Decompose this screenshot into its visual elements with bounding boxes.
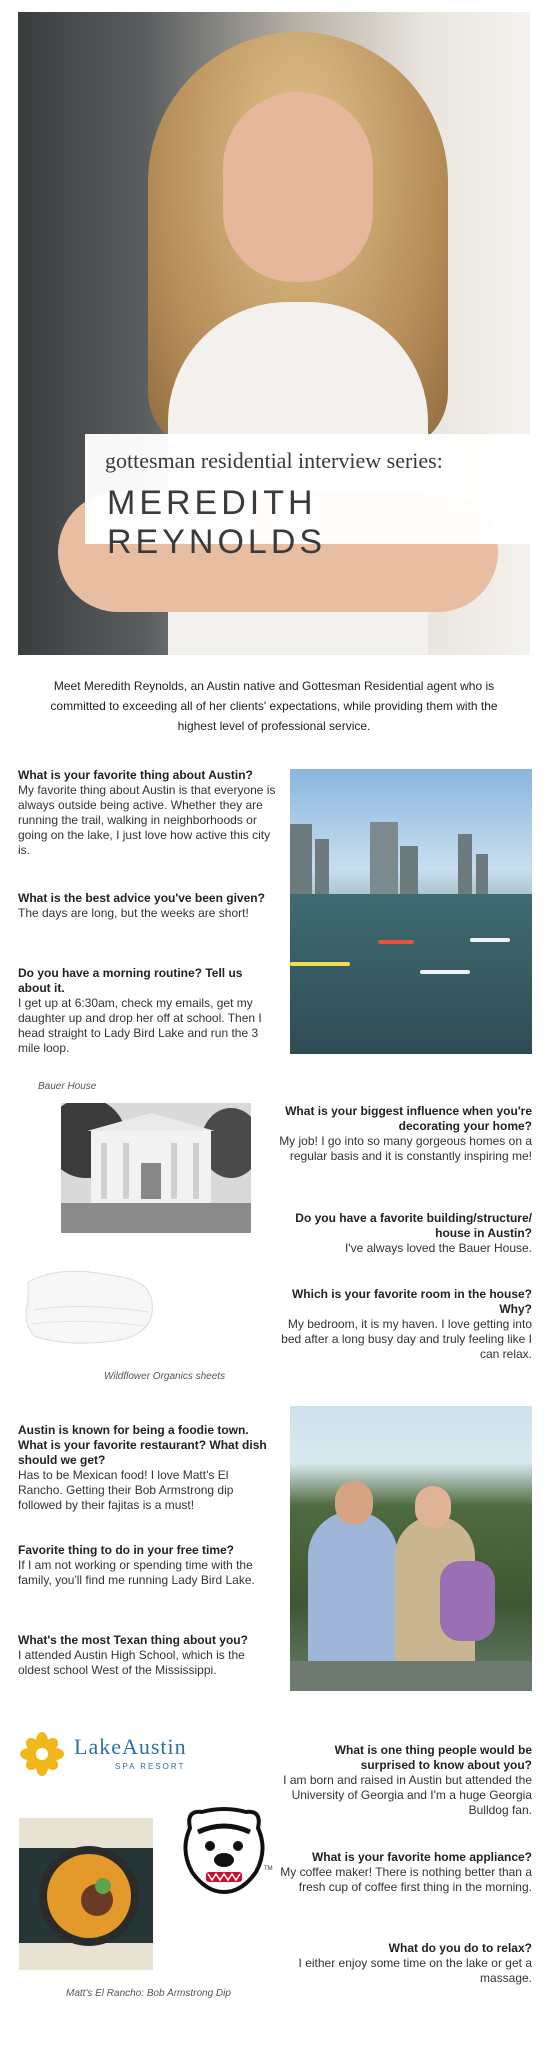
woman-head [415, 1486, 451, 1528]
answer: I've always loved the Bauer House. [344, 1241, 532, 1255]
qa-favorite-building [278, 1211, 532, 1256]
family-photo [290, 1406, 532, 1691]
bauer-house-photo [61, 1103, 251, 1233]
qa-morning-routine [18, 966, 276, 1056]
dip-drawing [19, 1818, 153, 1970]
boat-deck [290, 1661, 532, 1691]
paddle-board [470, 938, 510, 942]
qa-decorating-influence [278, 1104, 532, 1164]
interviewee-name: MEREDITH REYNOLDS [107, 484, 327, 561]
answer: The days are long, but the weeks are short! [18, 906, 249, 920]
caption-bauer-house: Bauer House [38, 1081, 97, 1092]
question: Do you have a morning routine? Tell us about it. [18, 966, 243, 995]
paddle-board [378, 940, 414, 944]
answer: I get up at 6:30am, check my emails, get my daughter up and drop her off at school. Then I head straight to Lady Bird Lake and run the 3 mile loop. [18, 996, 262, 1055]
sheets-drawing [20, 1262, 160, 1347]
qa-most-texan [18, 1633, 276, 1678]
answer: I either enjoy some time on the lake or get a massage. [298, 1956, 532, 1985]
question: What is your biggest influence when you're decorating your home? [285, 1104, 532, 1133]
question: What is one thing people would be surprised to know about you? [334, 1743, 532, 1772]
man-head [335, 1481, 373, 1525]
hero-title-box [85, 434, 533, 561]
question: What is your favorite home appliance? [311, 1850, 532, 1864]
qa-free-time [18, 1543, 276, 1588]
answer: My job! I go into so many gorgeous homes on a regular basis and it is constantly inspiring me! [279, 1134, 532, 1163]
question: Favorite thing to do in your free time? [18, 1543, 235, 1557]
question: What do you do to relax? [388, 1941, 532, 1955]
georgia-bulldog-logo [176, 1802, 272, 1898]
answer: Has to be Mexican food! I love Matt's El Rancho. Getting their Bob Armstrong dip followed by their fajitas is a must! [18, 1468, 234, 1512]
flower-icon [20, 1732, 64, 1776]
qa-favorite-austin [18, 768, 276, 858]
question: What is your favorite thing about Austin? [18, 768, 253, 782]
logo-subtitle: SPA RESORT [115, 1762, 186, 1771]
caption-dip: Matt's El Rancho: Bob Armstrong Dip [66, 1988, 231, 1999]
building [458, 834, 472, 894]
answer: I attended Austin High School, which is the oldest school West of the Mississippi. [18, 1648, 245, 1677]
qa-surprising-fact [278, 1743, 532, 1818]
building [370, 822, 398, 894]
question: Which is your favorite room in the house? Why? [291, 1287, 532, 1316]
bob-armstrong-dip-photo [19, 1818, 153, 1970]
answer: My coffee maker! There is nothing better than a fresh cup of coffee first thing in the morning. [280, 1865, 532, 1894]
question: What's the most Texan thing about you? [18, 1633, 248, 1647]
answer: If I am not working or spending time with the family, you'll find me running Lady Bird Lake. [18, 1558, 255, 1587]
intro-text: Meet Meredith Reynolds, an Austin native and Gottesman Residential agent who is committed to exceeding all of her clients' expectations, while providing them with the highest level of professional service. [50, 679, 498, 733]
child-figure [440, 1561, 495, 1641]
building [290, 824, 312, 894]
bulldog-icon [176, 1802, 272, 1898]
question: Austin is known for being a foodie town. What is your favorite restaurant? What dish should we get? [18, 1423, 267, 1467]
question: What is the best advice you've been given? [18, 891, 265, 905]
austin-skyline-photo [290, 769, 532, 1054]
caption-sheets: Wildflower Organics sheets [104, 1371, 226, 1382]
qa-favorite-room [278, 1287, 532, 1362]
qa-relax [278, 1941, 532, 1986]
bauer-house-drawing [61, 1103, 251, 1233]
answer: I am born and raised in Austin but attended the University of Georgia and I'm a huge Georgia Bulldog fan. [283, 1773, 532, 1817]
building [400, 846, 418, 894]
man-figure [308, 1511, 398, 1671]
building [476, 854, 488, 894]
hero-face [223, 92, 373, 282]
qa-favorite-restaurant [18, 1423, 276, 1513]
answer: My favorite thing about Austin is that everyone is always outside being active. Whether they are running the trail, walking in neighborhoods or going on the lake, I just love how active this city is. [18, 783, 276, 857]
qa-favorite-appliance [278, 1850, 532, 1895]
logo-name: LakeAustin [74, 1734, 187, 1759]
sheets-photo [20, 1262, 160, 1347]
lake-austin-logo [20, 1732, 240, 1778]
series-label: gottesman residential interview series: [105, 448, 443, 473]
paddle-board [290, 962, 350, 966]
paddle-board [420, 970, 470, 974]
question: Do you have a favorite building/structure/ house in Austin? [295, 1211, 532, 1240]
qa-best-advice [18, 891, 276, 921]
lake-water [290, 894, 532, 1054]
answer: My bedroom, it is my haven. I love getting into bed after a long busy day and truly feeling like I can relax. [281, 1317, 532, 1361]
trademark-mark: TM [264, 1866, 273, 1872]
building [315, 839, 329, 894]
